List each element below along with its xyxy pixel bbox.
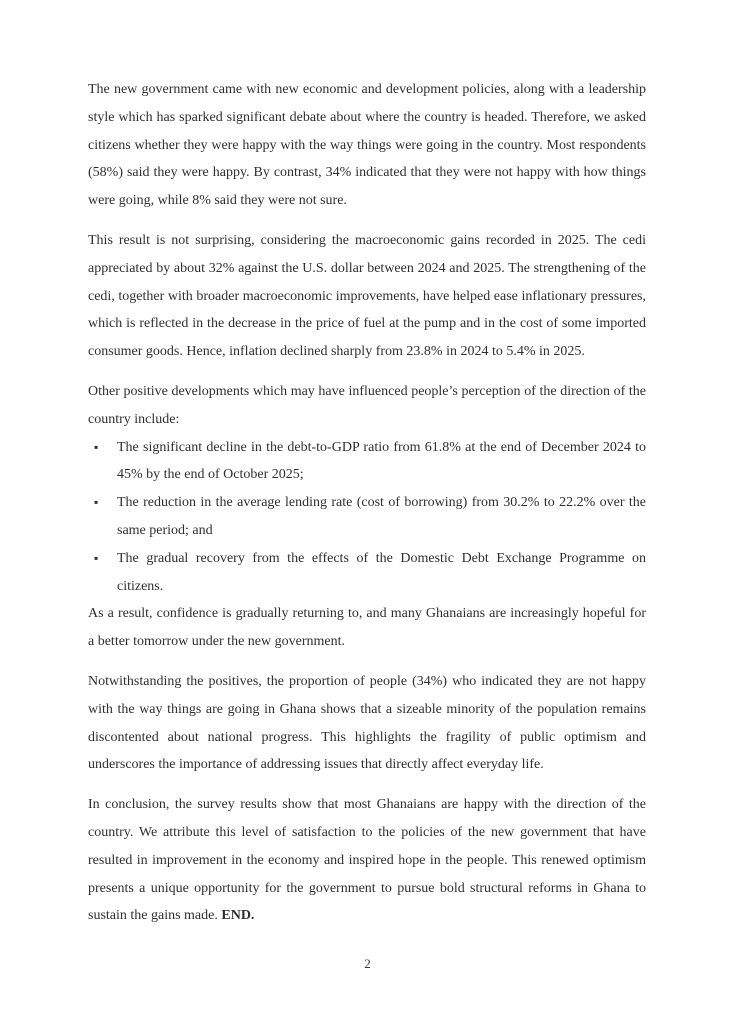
list-item-text: The gradual recovery from the effects of the Domestic Debt Exchange Programme on citizens.	[117, 550, 646, 594]
bullet-square-icon: ▪	[94, 495, 99, 510]
list-intro: Other positive developments which may have influenced people’s perception of the direction of the country include:	[88, 383, 646, 427]
page-number: 2	[364, 956, 371, 971]
positive-developments-section	[88, 378, 646, 656]
paragraph-discontent: Notwithstanding the positives, the proportion of people (34%) who indicated they are not happy with the way things are going in Ghana shows that a sizeable minority of the population remains discontented about national progress. This highlights the fragility of public optimism and underscores the importance of addressing issues that directly affect everyday life.	[88, 673, 646, 773]
list-item-text: The significant decline in the debt-to-GDP ratio from 61.8% at the end of December 2024 to 45% by the end of October 2025;	[117, 439, 646, 483]
bullet-list	[88, 434, 646, 601]
list-item-text: The reduction in the average lending rate (cost of borrowing) from 30.2% to 22.2% over the same period; and	[117, 495, 646, 538]
paragraph-conclusion	[88, 791, 646, 930]
list-outro: As a result, confidence is gradually returning to, and many Ghanaians are increasingly hopeful for a better tomorrow under the new government.	[88, 606, 646, 650]
paragraph-macroeconomic-gains: This result is not surprising, considering the macroeconomic gains recorded in 2025. The cedi appreciated by about 32% against the U.S. dollar between 2024 and 2025. The strengthening of the cedi, together with broader macroeconomic improvements, have helped ease inflationary pressures, which is reflected in the decrease in the price of fuel at the pump and in the cost of some imported consumer goods. Hence, inflation declined sharply from 23.8% in 2024 to 5.4% in 2025.	[88, 232, 646, 360]
end-marker: END.	[221, 908, 255, 924]
bullet-square-icon: ▪	[94, 439, 99, 454]
list-item	[88, 434, 646, 490]
list-item	[88, 545, 646, 601]
paragraph-survey-results: The new government came with new economic and development policies, along with a leadership style which has sparked significant debate about where the country is headed. Therefore, we asked citizens whether they were happy with the way things were going in the country. Most respondents (58%) said they were happy. By contrast, 34% indicated that they were not happy with how things were going, while 8% said they were not sure.	[88, 82, 646, 209]
bullet-square-icon: ▪	[94, 550, 99, 565]
conclusion-text: In conclusion, the survey results show that most Ghanaians are happy with the direction of the country. We attribute this level of satisfaction to the policies of the new government that have resulted in improvement in the economy and inspired hope in the people. This renewed optimism presents a unique opportunity for the government to pursue bold structural reforms in Ghana to sustain the gains made.	[88, 797, 646, 924]
page-footer	[0, 950, 735, 978]
list-item	[88, 489, 646, 545]
